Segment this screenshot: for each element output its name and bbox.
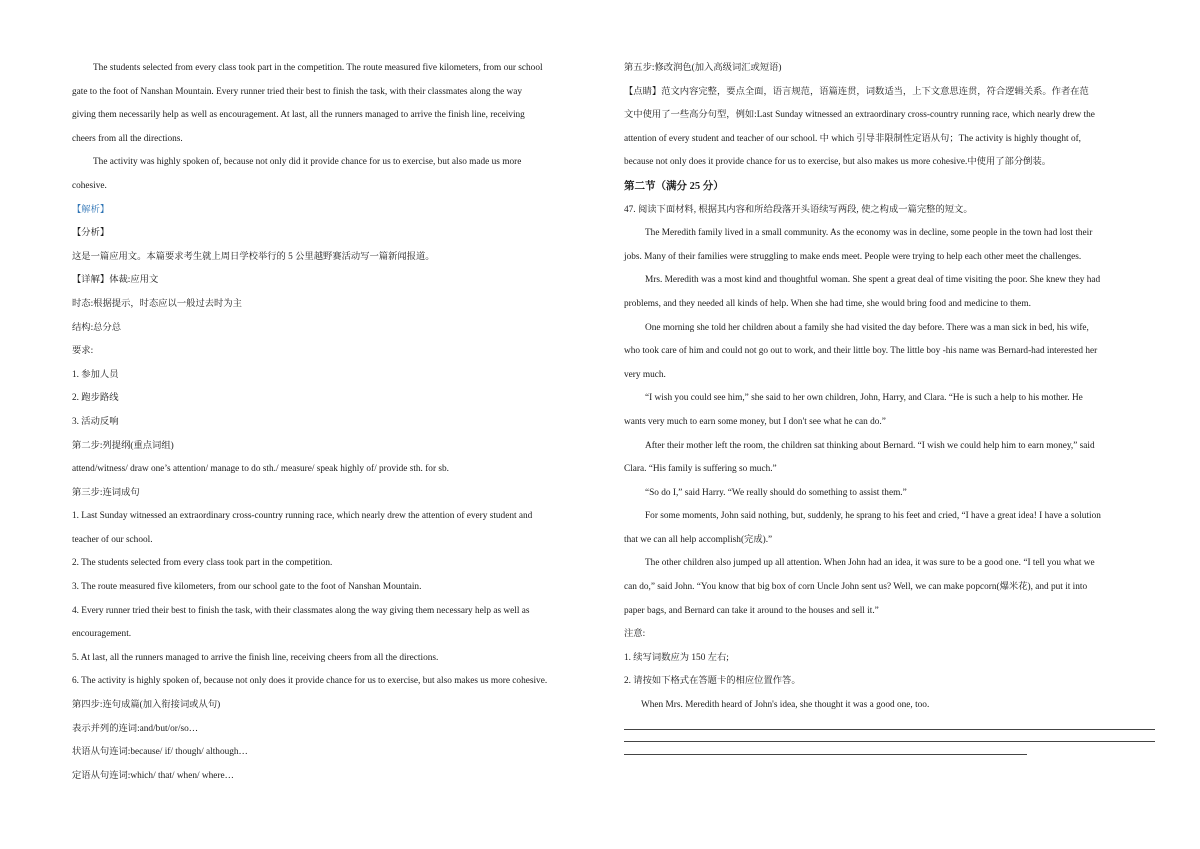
text-line: 结构:总分总: [72, 322, 122, 333]
text-line: 1. 续写词数应为 150 左右;: [624, 652, 729, 663]
text-line: 4. Every runner tried their best to finish the task, with their classmates along the way giving them necessary help as well as: [72, 605, 530, 616]
text-line: 2. The students selected from every class took part in the competition.: [72, 558, 333, 569]
text-line: When Mrs. Meredith heard of John's idea, she thought it was a good one, too.: [641, 700, 930, 711]
answer-line: [624, 754, 1027, 755]
text-line: can do,” said John. “You know that big box of corn Uncle John sent us? Well, we can make popcorn(爆米花), and put it into: [624, 582, 1088, 593]
right-column: [624, 57, 1155, 766]
text-line: 第三步:连词成句: [72, 487, 140, 498]
text-line: 2. 请按如下格式在答题卡的相应位置作答。: [624, 676, 801, 687]
text-line: Clara. “His family is suffering so much.”: [624, 464, 777, 475]
text-line: 第二节（满分 25 分）: [624, 180, 724, 192]
text-line: The activity was highly spoken of, because not only did it provide chance for us to exercise, but also made us more: [93, 157, 522, 168]
text-line: 5. At last, all the runners managed to arrive the finish line, receiving cheers from all the directions.: [72, 652, 439, 663]
text-line: 2. 跑步路线: [72, 393, 119, 404]
text-line: For some moments, John said nothing, but, suddenly, he sprang to his feet and cried, “I have a great idea! I have a solution: [645, 511, 1101, 522]
text-line: very much.: [624, 369, 666, 380]
text-line: giving them necessarily help as well as encouragement. At last, all the runners managed to arrive the finish line, receiving: [72, 110, 525, 121]
text-line: 【详解】体裁:应用文: [72, 275, 159, 286]
text-line: 第五步:修改润色(加入高级词汇或短语): [624, 63, 782, 73]
text-line: Mrs. Meredith was a most kind and thoughtful woman. She spent a great deal of time visiting the poor. She knew they had: [645, 275, 1101, 286]
text-line: 注意:: [624, 629, 646, 640]
text-line: 文中使用了一些高分句型，例如:Last Sunday witnessed an extraordinary cross-country running race, which nearly drew the: [624, 110, 1095, 121]
text-line: The other children also jumped up all attention. When John had an idea, it was sure to be a good one. “I tell you what we: [645, 558, 1095, 569]
text-line: The Meredith family lived in a small community. As the economy was in decline, some people in the town had lost their: [645, 228, 1093, 239]
text-line: 第四步:连句成篇(加入衔接词或从句): [72, 700, 221, 711]
text-line: cheers from all the directions.: [72, 133, 183, 144]
text-line: 【解析】: [72, 204, 110, 215]
text-line: jobs. Many of their families were struggling to make ends meet. People were trying to help each other meet the challenges.: [624, 251, 1082, 262]
text-line: 47. 阅读下面材料, 根据其内容和所给段落开头语续写两段, 使之构成一篇完整的短文。: [624, 204, 973, 215]
text-line: 状语从句连词:because/ if/ though/ although…: [72, 747, 248, 758]
text-line: 1. Last Sunday witnessed an extraordinary cross-country running race, which nearly drew the attention of every student and: [72, 511, 533, 522]
text-line: gate to the foot of Nanshan Mountain. Every runner tried their best to finish the task, with their classmates along the way: [72, 86, 523, 97]
text-line: 3. 活动反响: [72, 416, 119, 427]
text-line: attend/witness/ draw one’s attention/ manage to do sth./ measure/ speak highly of/ provide sth. for sb.: [72, 464, 449, 475]
text-line: “So do I,” said Harry. “We really should do something to assist them.”: [645, 487, 907, 498]
left-column: [72, 57, 604, 788]
answer-line: [624, 729, 1155, 730]
text-line: The students selected from every class took part in the competition. The route measured five kilometers, from our school: [93, 63, 543, 73]
text-line: because not only does it provide chance for us to exercise, but also makes us more cohesive.中使用了部分倒装。: [624, 157, 1052, 168]
text-line: paper bags, and Bernard can take it around to the houses and sell it.”: [624, 605, 879, 616]
text-line: 这是一篇应用文。本篇要求考生就上周日学校举行的 5 公里越野赛活动写一篇新闻报道。: [72, 251, 435, 262]
text-line: who took care of him and could not go out to work, and their little boy. The little boy -his name was Bernard-had interested her: [624, 346, 1098, 357]
text-line: 3. The route measured five kilometers, from our school gate to the foot of Nanshan Mountain.: [72, 582, 422, 593]
text-line: wants very much to earn some money, but I don't see what he can do.”: [624, 416, 886, 427]
text-line: encouragement.: [72, 629, 132, 640]
text-line: teacher of our school.: [72, 534, 153, 545]
text-line: “I wish you could see him,” she said to her own children, John, Harry, and Clara. “He is such a help to his mother. He: [645, 393, 1083, 404]
text-line: 【点睛】范文内容完整，要点全面，语言规范，语篇连贯，词数适当，上下文意思连贯，符合逻辑关系。作者在范: [624, 86, 1089, 97]
answer-line: [624, 741, 1155, 742]
text-line: that we can all help accomplish(完成).”: [624, 534, 773, 545]
text-line: 1. 参加人员: [72, 369, 119, 380]
text-line: 表示并列的连词:and/but/or/so…: [72, 723, 199, 734]
text-line: 定语从句连词:which/ that/ when/ where…: [72, 770, 234, 781]
text-line: 时态:根据提示，时态应以一般过去时为主: [72, 298, 242, 309]
text-line: attention of every student and teacher of our school. 中 which 引导非限制性定语从句；The activity is highly thought of,: [624, 133, 1082, 144]
text-line: 【分析】: [72, 228, 110, 239]
text-line: cohesive.: [72, 180, 107, 191]
text-line: problems, and they needed all kinds of help. When she had time, she would bring food and medicine to them.: [624, 298, 1031, 309]
text-line: 6. The activity is highly spoken of, because not only does it provide chance for us to exercise, but also makes us more cohesive.: [72, 676, 548, 687]
text-line: 要求:: [72, 346, 94, 357]
text-line: One morning she told her children about a family she had visited the day before. There was a man sick in bed, his wife,: [645, 322, 1089, 333]
text-line: 第二步:列提纲(重点词组): [72, 440, 174, 451]
text-line: After their mother left the room, the children sat thinking about Bernard. “I wish we could help him to earn money,” said: [645, 440, 1095, 451]
